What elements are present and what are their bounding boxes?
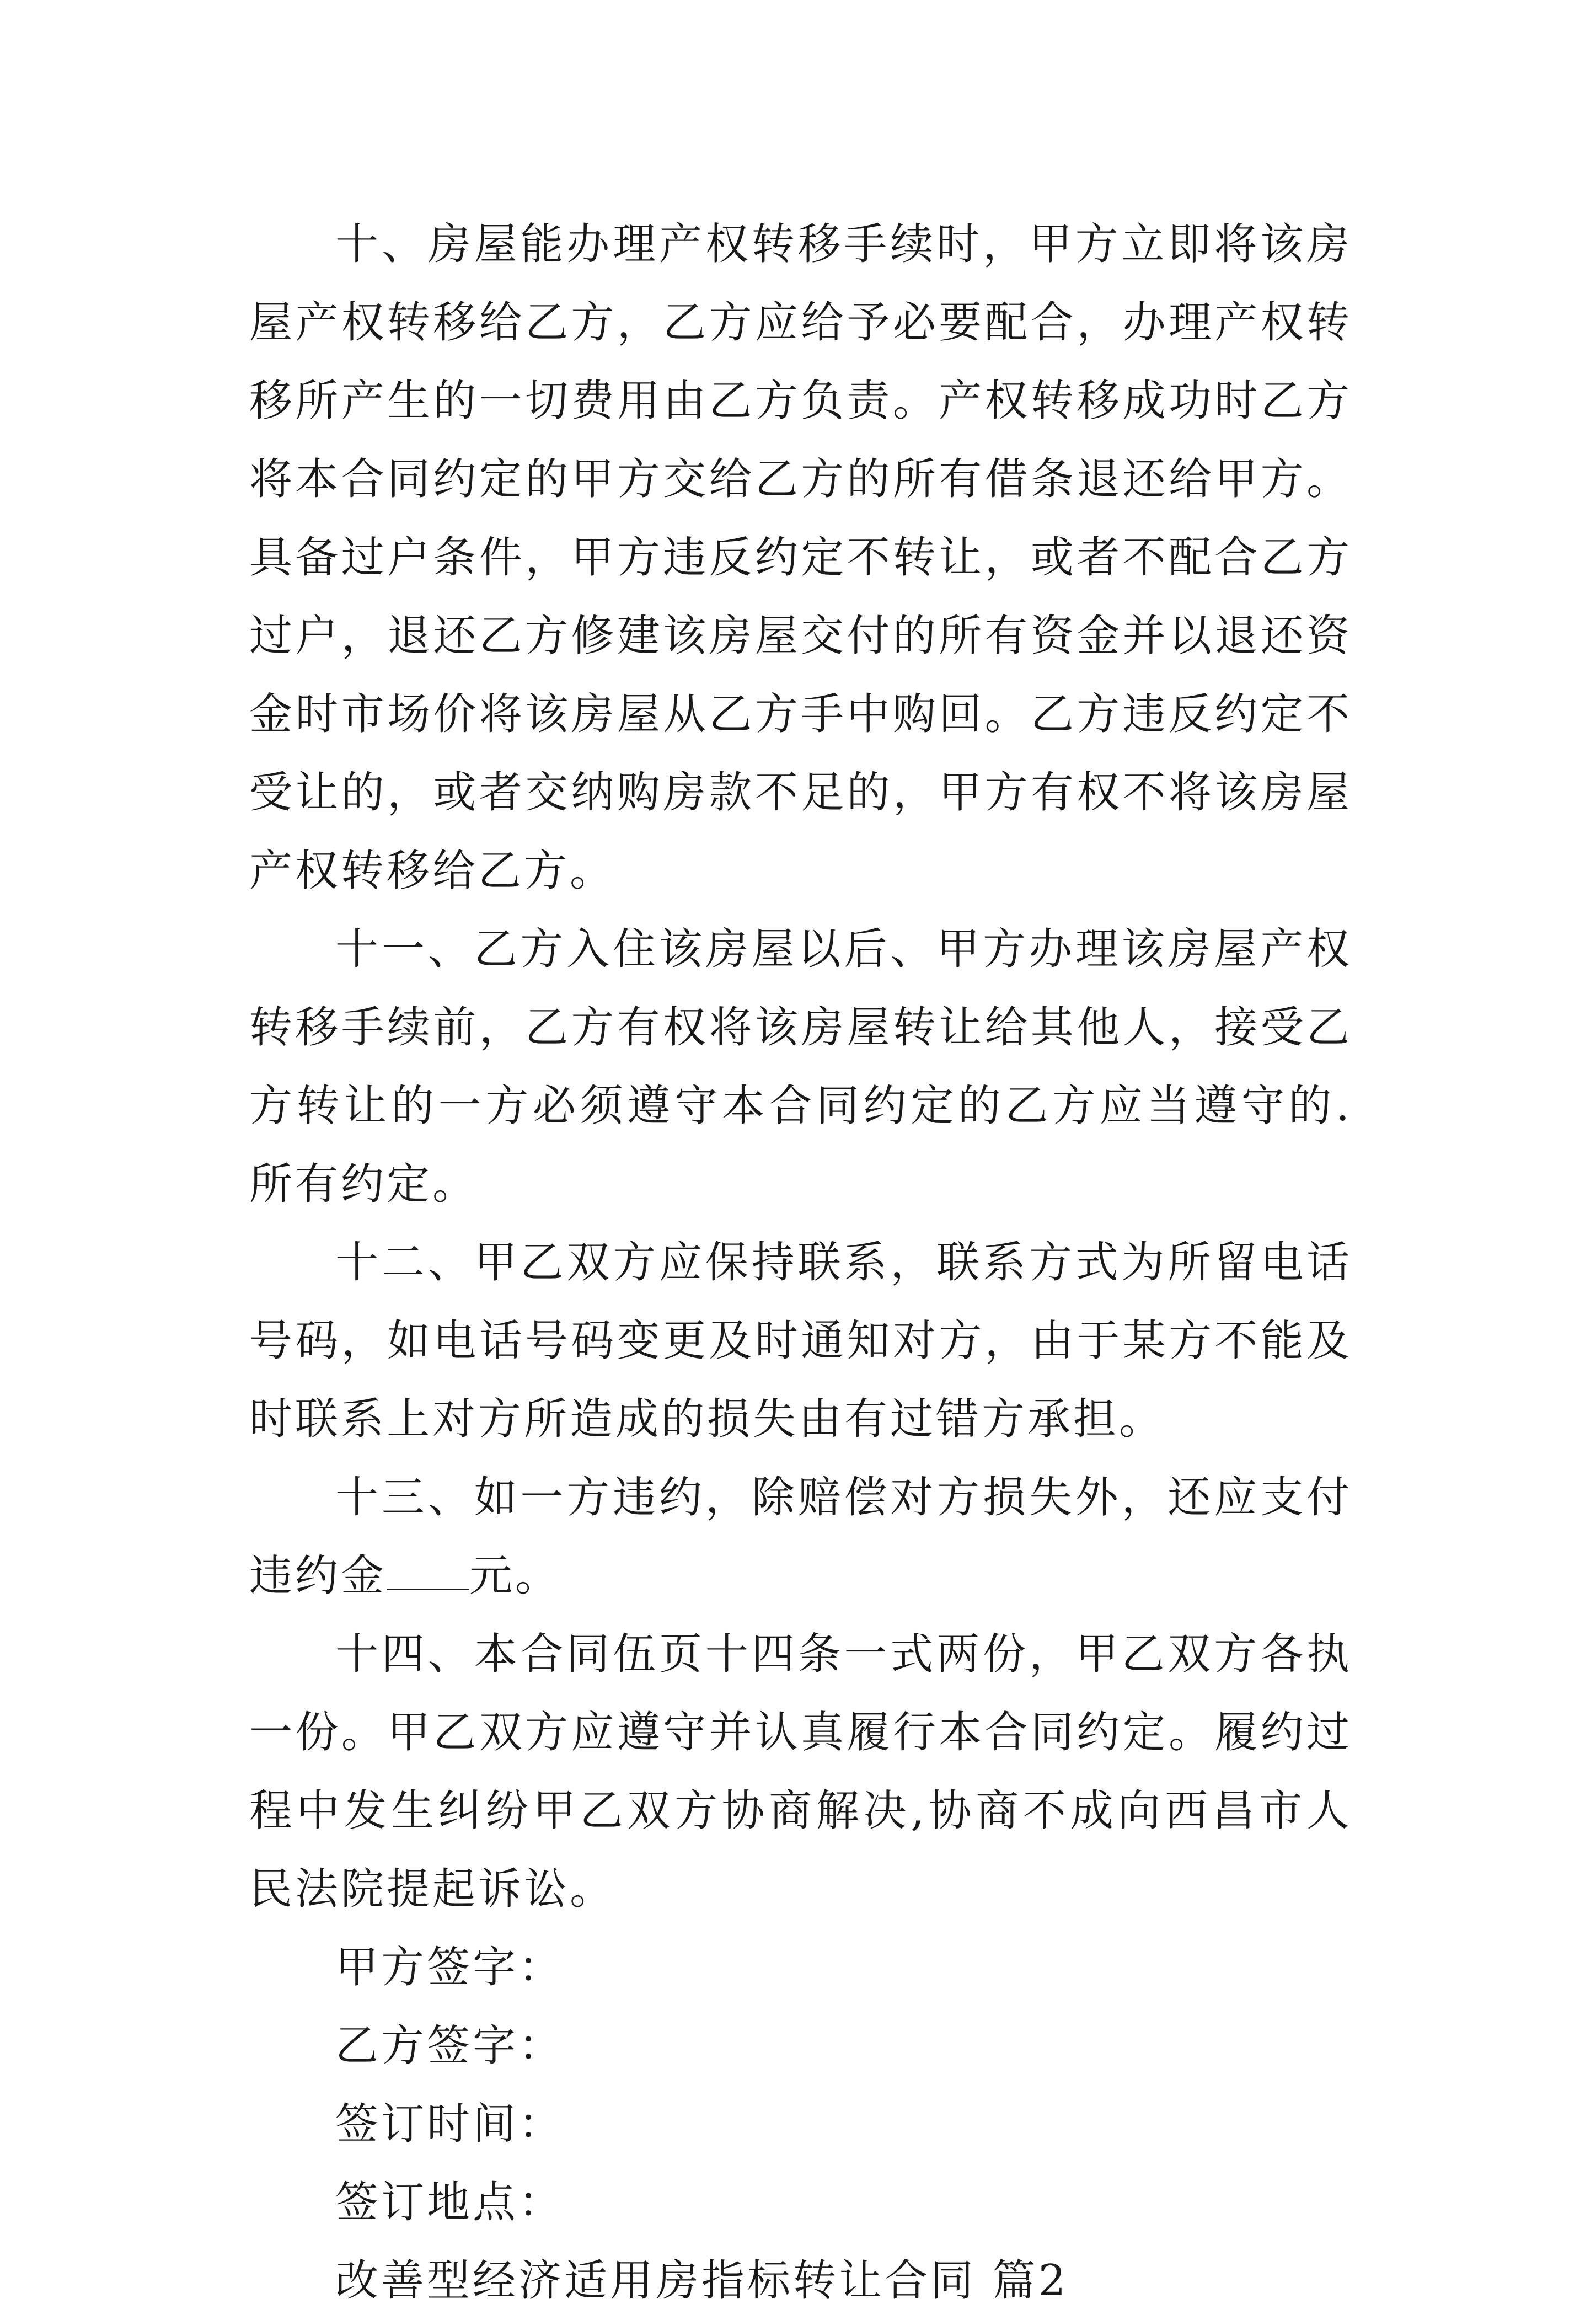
clause-14: 十四、本合同伍页十四条一式两份，甲乙双方各执一份。甲乙双方应遵守并认真履行本合同约定。履约过程中发生纠纷甲乙双方协商解决,协商不成向西昌市人民法院提起诉讼。: [249, 1629, 1352, 1914]
clause-11: 十一、乙方入住该房屋以后、甲方办理该房屋产权转移手续前，乙方有权将该房屋转让给其他人，接受乙方转让的一方必须遵守本合同约定的乙方应当遵守的.所有约定。: [249, 924, 1352, 1209]
clause-12: 十二、甲乙双方应保持联系，联系方式为所留电话号码，如电话号码变更及时通知对方，由于某方不能及时联系上对方所造成的损失由有过错方承担。: [249, 1238, 1352, 1444]
signing-time-label: 签订时间：: [335, 2099, 565, 2149]
penalty-amount-blank: [387, 1554, 469, 1590]
next-section-title: 改善型经济适用房指标转让合同 篇2: [335, 2256, 1069, 2306]
document-body: [249, 205, 1352, 2320]
clause-13-unit: 元。: [469, 1551, 561, 1601]
clause-13-text: 十三、如一方违约，除赔偿对方损失外，还应支付违约金: [249, 1473, 1352, 1601]
clause-10: 十、房屋能办理产权转移手续时，甲方立即将该房屋产权转移给乙方，乙方应给予必要配合，办理产权转移所产生的一切费用由乙方负责。产权转移成功时乙方将本合同约定的甲方交给乙方的所有借条退还给甲方。具备过户条件，甲方违反约定不转让，或者不配合乙方过户，退还乙方修建该房屋交付的所有资金并以退还资金时市场价将该房屋从乙方手中购回。乙方违反约定不受让的，或者交纳购房款不足的，甲方有权不将该房屋产权转移给乙方。: [249, 220, 1352, 896]
signing-place-label: 签订地点：: [335, 2178, 565, 2227]
party-a-signature-label: 甲方签字：: [335, 1943, 565, 1992]
clause-13: [249, 1458, 1352, 1615]
party-b-signature-label: 乙方签字：: [335, 2021, 565, 2071]
